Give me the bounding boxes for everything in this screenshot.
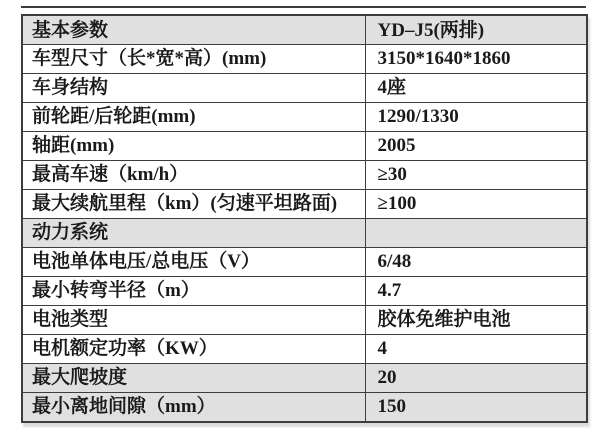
spec-row — [22, 334, 587, 363]
spec-parameter-cell: 基本参数 — [22, 15, 365, 45]
spec-table-body — [22, 15, 587, 422]
vehicle-spec-table — [21, 14, 588, 423]
spec-row — [22, 247, 587, 276]
spec-value-cell: YD–J5(两排) — [365, 15, 587, 45]
spec-parameter-cell: 电机额定功率（KW） — [22, 334, 365, 363]
spec-parameter-cell: 最大爬坡度 — [22, 363, 365, 392]
spec-row — [22, 73, 587, 102]
spec-row — [22, 189, 587, 218]
spec-parameter-cell: 电池单体电压/总电压（V） — [22, 247, 365, 276]
spec-value-cell: ≥100 — [365, 189, 587, 218]
spec-value-cell: 4 — [365, 334, 587, 363]
spec-row — [22, 102, 587, 131]
spec-parameter-cell: 最高车速（km/h） — [22, 160, 365, 189]
spec-value-cell — [365, 218, 587, 247]
spec-parameter-cell: 车身结构 — [22, 73, 365, 102]
spec-row-section — [22, 392, 587, 422]
spec-value-cell: 150 — [365, 392, 587, 422]
spec-row — [22, 305, 587, 334]
spec-value-cell: ≥30 — [365, 160, 587, 189]
spec-value-cell: 3150*1640*1860 — [365, 45, 587, 74]
spec-parameter-cell: 动力系统 — [22, 218, 365, 247]
spec-row-section — [22, 218, 587, 247]
spec-row — [22, 160, 587, 189]
spec-row-section — [22, 15, 587, 45]
spec-parameter-cell: 电池类型 — [22, 305, 365, 334]
spec-value-cell: 2005 — [365, 131, 587, 160]
spec-parameter-cell: 最大续航里程（km）(匀速平坦路面) — [22, 189, 365, 218]
spec-value-cell: 20 — [365, 363, 587, 392]
spec-parameter-cell: 轴距(mm) — [22, 131, 365, 160]
spec-row — [22, 131, 587, 160]
spec-parameter-cell: 最小离地间隙（mm） — [22, 392, 365, 422]
spec-parameter-cell: 车型尺寸（长*宽*高）(mm) — [22, 45, 365, 74]
spec-row — [22, 45, 587, 74]
spec-row — [22, 276, 587, 305]
spec-row-section — [22, 363, 587, 392]
spec-value-cell: 4.7 — [365, 276, 587, 305]
spec-value-cell: 4座 — [365, 73, 587, 102]
spec-value-cell: 1290/1330 — [365, 102, 587, 131]
spec-parameter-cell: 前轮距/后轮距(mm) — [22, 102, 365, 131]
spec-value-cell: 6/48 — [365, 247, 587, 276]
table-top-rule — [21, 6, 586, 8]
spec-parameter-cell: 最小转弯半径（m） — [22, 276, 365, 305]
spec-value-cell: 胶体免维护电池 — [365, 305, 587, 334]
